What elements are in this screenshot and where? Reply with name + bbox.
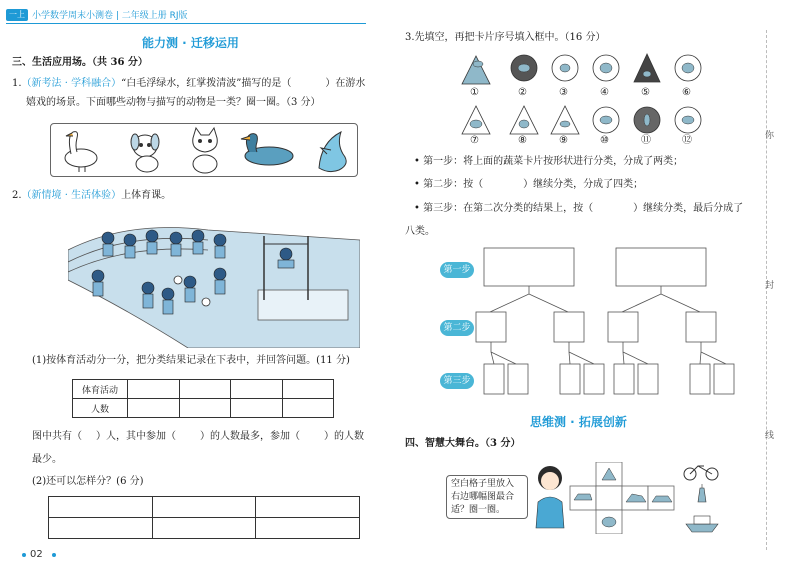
step1-label: 第一步：将上面的蔬菜卡片按形状进行分类，分成了两类； (423, 156, 684, 167)
q2-text: 上体育课。 (121, 190, 172, 201)
step1-badge: 第一步 (440, 262, 474, 278)
table-cell[interactable] (128, 380, 180, 399)
rocket-option[interactable] (698, 484, 706, 502)
bubble-line: 右边哪幅图最合 (451, 492, 515, 502)
step3-a: 第三步：在第二次分类的结果上，按（ (423, 203, 594, 214)
step3-c: 八类。 (405, 226, 435, 237)
ship-option[interactable] (686, 516, 718, 532)
q2-tag: （新情境 · 生活体验） (21, 190, 122, 201)
table-header-activity: 体育活动 (73, 380, 128, 399)
table-cell[interactable] (179, 380, 231, 399)
table-cell[interactable] (179, 399, 231, 418)
step3-box[interactable] (508, 364, 528, 394)
card-number: ⑧ (518, 135, 527, 146)
classify-answer-table (48, 496, 360, 539)
step2-badge: 第二步 (440, 320, 474, 336)
table-cell[interactable] (128, 399, 180, 418)
table-row (49, 497, 360, 518)
q2-answer-e: 最少。 (32, 454, 62, 465)
header-rule (6, 23, 366, 24)
step3-box[interactable] (638, 364, 658, 394)
step2-a: 第二步：按（ (423, 179, 484, 190)
card-number: ⑪ (641, 135, 651, 146)
bubble-line: 空白格子里放入 (451, 479, 515, 489)
q2-1-text: (1)按体育活动分一分，把分类结果记录在下表中，并回答问题。(11 分) (32, 355, 350, 366)
table-cell[interactable] (282, 380, 334, 399)
q1-text-a: “白毛浮绿水，红掌拨清波”描写的是（ (121, 78, 292, 89)
dolphin-image[interactable] (319, 132, 346, 172)
table-cell[interactable] (282, 399, 334, 418)
page-dot-right (52, 553, 56, 557)
answer-options (682, 458, 722, 536)
q2-answer-line (32, 430, 364, 444)
step3-box[interactable] (614, 364, 634, 394)
step2-box[interactable] (608, 312, 638, 342)
card-number: ① (470, 87, 479, 98)
step3-text: • 第三步：在第二次分类的结果上，按（ ）继续分类，最后分成了 (414, 203, 744, 214)
card-number: ⑩ (600, 135, 609, 146)
part3-title: 三、生活应用场。（共 36 分） (12, 57, 148, 68)
table-cell[interactable] (231, 380, 283, 399)
part4-title: 四、智慧大舞台。（3 分） (405, 438, 521, 449)
table-cell[interactable] (256, 518, 360, 539)
activity-table (72, 379, 334, 418)
card-triangle[interactable] (551, 106, 579, 134)
q2-answer-b: ）人，其中参加（ (96, 431, 176, 442)
bubble-line: 适？圈一圈。 (451, 505, 506, 515)
classification-tree (430, 244, 770, 396)
goose-image[interactable] (65, 132, 97, 172)
card-number: ⑦ (470, 135, 479, 146)
step3-b: ）继续分类，最后分成了 (633, 203, 744, 214)
step3-box[interactable] (484, 364, 504, 394)
q2-2-text: (2)还可以怎样分？(6 分) (32, 476, 144, 487)
table-cell[interactable] (256, 497, 360, 518)
q1-line2: 嬉戏的场景。下面哪些动物与描写的动物是一类？圈一圈。（3 分） (26, 97, 321, 108)
q1-num: 1. (12, 78, 22, 89)
bicycle-option[interactable] (684, 466, 718, 480)
step2-box[interactable] (476, 312, 506, 342)
card-number: ② (518, 87, 527, 98)
step1-text: • 第一步：将上面的蔬菜卡片按形状进行分类，分成了两类； (414, 156, 684, 167)
section-title-thinking: 思维测 · 拓展创新 (530, 415, 627, 429)
table-cell[interactable] (231, 399, 283, 418)
step2-text: • 第二步：按（ ）继续分类，分成了四类； (414, 179, 644, 190)
card-number: ⑤ (641, 87, 650, 98)
q3-title: 3.先填空，再把卡片序号填入框中。（16 分） (405, 32, 606, 43)
step2-box[interactable] (554, 312, 584, 342)
table-cell[interactable] (152, 497, 256, 518)
table-row (73, 399, 334, 418)
card-number: ⑥ (682, 87, 691, 98)
table-row (73, 380, 334, 399)
margin-char: 封 (765, 281, 775, 291)
card-triangle[interactable] (634, 54, 660, 82)
cross-grid-puzzle (566, 462, 678, 534)
card-number: ⑨ (559, 135, 568, 146)
sports-class-illustration (68, 210, 360, 348)
animals-illustration (51, 124, 357, 176)
page-number: 02 (30, 549, 43, 560)
table-cell[interactable] (49, 497, 153, 518)
margin-char: 线 (765, 431, 775, 441)
q1-line1 (12, 77, 365, 91)
q2-answer-d: ）的人数 (324, 431, 364, 442)
step2-b: ）继续分类，分成了四类； (523, 179, 644, 190)
table-cell[interactable] (152, 518, 256, 539)
empty-cell[interactable] (596, 486, 622, 510)
card-number: ⑫ (682, 135, 692, 146)
step1-box[interactable] (484, 248, 574, 286)
step2-box[interactable] (686, 312, 716, 342)
step3-box[interactable] (690, 364, 710, 394)
step3-box[interactable] (560, 364, 580, 394)
card-triangle[interactable] (462, 56, 490, 84)
page-dot-left (22, 553, 26, 557)
vegetable-cards (460, 52, 710, 152)
margin-char: 你 (765, 131, 775, 141)
speech-bubble (446, 475, 528, 519)
table-row (49, 518, 360, 539)
q2-line (12, 189, 171, 203)
q2-answer-a: 图中共有（ (32, 431, 82, 442)
header-title: 小学数学周末小测卷 | 二年级上册 RJ版 (32, 11, 188, 21)
girl-illustration (530, 462, 570, 532)
cat-image[interactable] (193, 128, 218, 173)
q1-tag: （新考法 · 学科融合） (21, 78, 122, 89)
step3-box[interactable] (584, 364, 604, 394)
duck-image[interactable] (241, 134, 293, 165)
step3-box[interactable] (714, 364, 734, 394)
q1-text-b: ）在游水 (325, 78, 366, 89)
table-header-count: 人数 (73, 399, 128, 418)
dog-image[interactable] (131, 134, 159, 172)
q2-answer-c: ）的人数最多，参加（ (200, 431, 300, 442)
step1-box[interactable] (616, 248, 706, 286)
q2-num: 2. (12, 190, 22, 201)
section-title-ability: 能力测 · 迁移运用 (142, 36, 239, 50)
card-number: ④ (600, 87, 609, 98)
card-number: ③ (559, 87, 568, 98)
step3-badge: 第三步 (440, 373, 474, 389)
animals-box (50, 123, 358, 177)
table-cell[interactable] (49, 518, 153, 539)
grade-badge: 一上 (6, 9, 28, 21)
